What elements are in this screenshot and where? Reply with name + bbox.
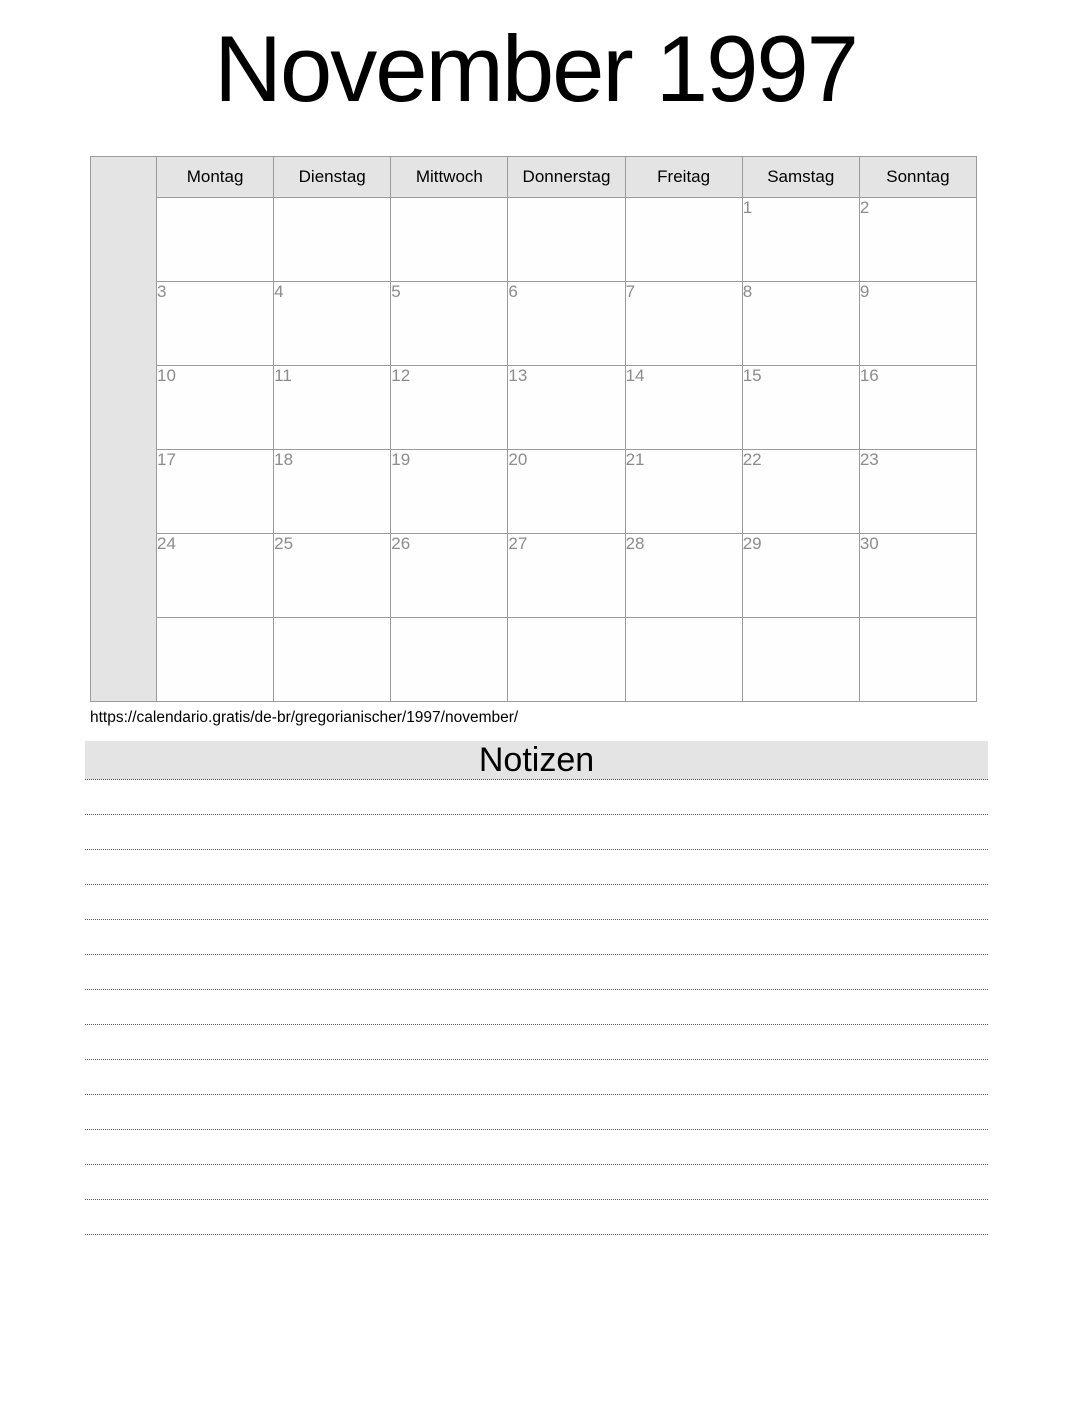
day-cell	[391, 198, 508, 282]
note-line	[85, 990, 988, 1025]
day-cell	[742, 282, 859, 366]
day-cell	[274, 534, 391, 618]
day-number: 21	[625, 450, 645, 469]
day-number: 23	[859, 450, 879, 469]
notes-heading: Notizen	[85, 741, 988, 780]
source-url-link[interactable]: https://calendario.gratis/de-br/gregorianischer/1997/november/	[90, 709, 519, 726]
day-cell	[625, 534, 742, 618]
day-cell	[391, 282, 508, 366]
note-line	[85, 850, 988, 885]
day-number: 11	[274, 366, 292, 385]
day-cell	[274, 450, 391, 534]
note-line	[85, 1025, 988, 1060]
day-cell	[742, 534, 859, 618]
day-number: 5	[391, 282, 401, 301]
day-cell	[625, 198, 742, 282]
day-cell	[508, 366, 625, 450]
calendar-table	[90, 156, 977, 702]
day-header-freitag: Freitag	[625, 157, 742, 198]
day-cell	[391, 534, 508, 618]
day-cell	[508, 534, 625, 618]
day-cell	[391, 618, 508, 702]
day-number: 18	[274, 450, 294, 469]
day-number: 7	[625, 282, 636, 301]
day-number: 12	[391, 366, 411, 385]
week-row-4	[91, 450, 977, 534]
day-number: 13	[508, 366, 528, 385]
day-number: 22	[742, 450, 762, 469]
day-header-mittwoch: Mittwoch	[391, 157, 508, 198]
day-cell	[157, 282, 274, 366]
week-number-column	[91, 157, 157, 702]
note-line	[85, 1200, 988, 1235]
day-number: 3	[157, 282, 167, 301]
note-line	[85, 885, 988, 920]
day-cell	[274, 282, 391, 366]
day-number: 15	[742, 366, 762, 385]
day-header-sonntag: Sonntag	[859, 157, 976, 198]
day-cell	[508, 450, 625, 534]
day-number: 30	[859, 534, 879, 553]
day-cell	[859, 450, 976, 534]
day-header-samstag: Samstag	[742, 157, 859, 198]
day-number: 1	[742, 198, 753, 217]
day-cell	[157, 618, 274, 702]
day-cell	[625, 366, 742, 450]
day-number: 4	[274, 282, 284, 301]
page-title: November 1997	[214, 16, 857, 121]
day-cell	[157, 198, 274, 282]
day-number: 28	[625, 534, 645, 553]
day-cell	[157, 534, 274, 618]
week-row-2	[91, 282, 977, 366]
note-line	[85, 1130, 988, 1165]
note-line	[85, 780, 988, 815]
note-line	[85, 955, 988, 990]
note-line	[85, 1060, 988, 1095]
day-cell	[274, 618, 391, 702]
day-cell	[274, 198, 391, 282]
day-header-dienstag: Dienstag	[274, 157, 391, 198]
week-row-1	[91, 198, 977, 282]
day-cell	[859, 534, 976, 618]
note-line	[85, 1095, 988, 1130]
day-cell	[859, 198, 976, 282]
day-number: 8	[742, 282, 753, 301]
week-row-3	[91, 366, 977, 450]
day-number: 19	[391, 450, 411, 469]
calendar-header-row	[91, 157, 977, 198]
day-number: 2	[859, 198, 870, 217]
day-number: 26	[391, 534, 411, 553]
day-cell	[391, 450, 508, 534]
day-cell	[157, 450, 274, 534]
day-number: 24	[157, 534, 176, 553]
day-number: 27	[508, 534, 528, 553]
day-number: 14	[625, 366, 645, 385]
day-cell	[625, 618, 742, 702]
day-number: 17	[157, 450, 176, 469]
day-cell	[508, 282, 625, 366]
day-number: 6	[508, 282, 518, 301]
day-number: 25	[274, 534, 294, 553]
day-cell	[742, 366, 859, 450]
day-number: 29	[742, 534, 762, 553]
day-number: 20	[508, 450, 528, 469]
note-line	[85, 815, 988, 850]
day-number: 16	[859, 366, 879, 385]
day-cell	[742, 198, 859, 282]
day-cell	[508, 618, 625, 702]
day-header-donnerstag: Donnerstag	[508, 157, 625, 198]
page	[0, 16, 1071, 1408]
notes-section	[85, 741, 988, 1235]
day-cell	[859, 618, 976, 702]
day-header-montag: Montag	[157, 157, 274, 198]
day-cell	[859, 366, 976, 450]
day-cell	[859, 282, 976, 366]
day-cell	[742, 450, 859, 534]
day-cell	[625, 282, 742, 366]
week-row-6	[91, 618, 977, 702]
note-line	[85, 1165, 988, 1200]
day-number: 10	[157, 366, 176, 385]
day-number: 9	[859, 282, 870, 301]
day-cell	[157, 366, 274, 450]
note-line	[85, 920, 988, 955]
day-cell	[508, 198, 625, 282]
day-cell	[742, 618, 859, 702]
week-row-5	[91, 534, 977, 618]
day-cell	[391, 366, 508, 450]
day-cell	[274, 366, 391, 450]
day-cell	[625, 450, 742, 534]
